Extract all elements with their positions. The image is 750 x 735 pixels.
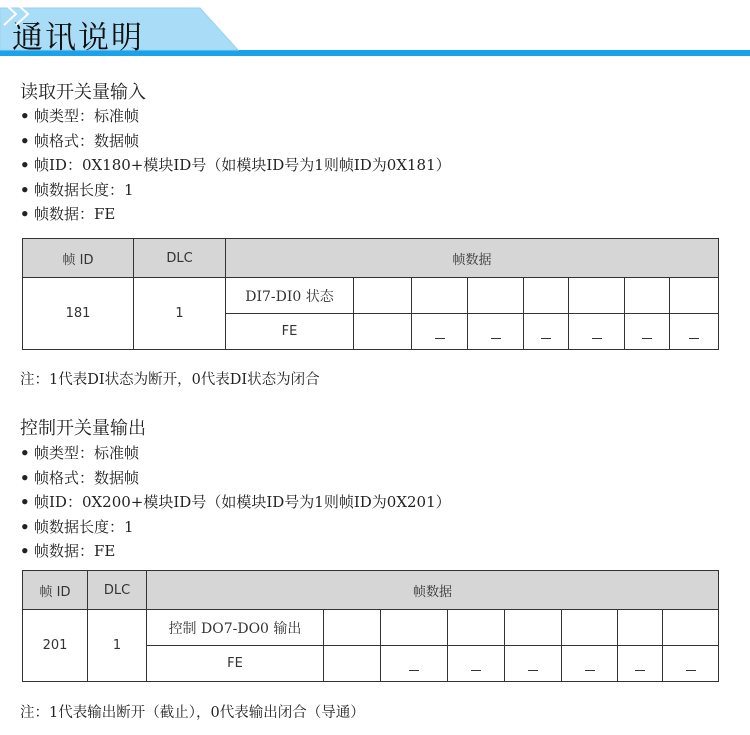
bit-cell [354,314,412,350]
bit-cell [524,314,569,350]
header-cell-frame-data: 帧数据 [147,571,719,610]
dash-mark [635,670,645,671]
bit-cell [381,610,448,646]
section-banner [0,0,750,64]
table-row [23,278,719,314]
table-header-row [23,571,719,610]
table-row [23,610,719,646]
bit-cell [625,314,670,350]
dash-mark [686,670,696,671]
note-read-inputs: 注：1代表DI状态为断开，0代表DI状态为闭合 [20,372,320,388]
list-item: • 帧数据：FE [20,542,116,560]
frame-table-control-outputs [22,570,719,682]
table-header-row [23,239,719,278]
header-cell-dlc: DLC [134,239,226,278]
dash-mark [435,338,445,339]
bit-cell [412,314,468,350]
dash-mark [585,670,595,671]
header-cell-dlc: DLC [88,571,147,610]
dash-mark [471,670,481,671]
dash-mark [642,338,652,339]
bit-cell [663,646,719,682]
bit-cell [625,278,670,314]
cell-status-label: DI7-DI0 状态 [226,278,354,314]
bit-cell [381,646,448,682]
banner-title: 通讯说明 [12,20,144,56]
dash-mark [528,670,538,671]
dash-mark [409,670,419,671]
bullet-text: 帧数据长度：1 [34,517,134,536]
list-item: • 帧格式：数据帧 [20,131,140,150]
dash-mark [689,338,699,339]
bit-cell [468,278,524,314]
list-item: • 帧数据：FE [20,205,116,223]
list-item: • 帧ID：0X200+模块ID号（如模块ID号为1则帧ID为0X201） [20,493,451,511]
dash-mark [541,338,551,339]
cell-frame-id: 181 [23,278,134,350]
double-chevron-right-icon [0,0,40,28]
bit-cell [562,610,618,646]
bit-cell [505,610,562,646]
bit-cell [448,610,505,646]
bullet-list-read-inputs [20,104,451,227]
bit-cell [468,314,524,350]
bullet-text: 帧类型：标准帧 [34,107,140,125]
bit-cell [618,646,663,682]
frame-table-read-inputs [22,238,719,350]
bit-cell [670,278,719,314]
bit-cell [618,610,663,646]
bit-cell [663,610,719,646]
bullet-text: 帧数据：FE [34,205,116,223]
bit-cell [448,646,505,682]
cell-frame-id: 201 [23,610,88,682]
bullet-text: 帧格式：数据帧 [34,131,140,150]
section-title-read-inputs: 读取开关量输入 [20,82,146,103]
bit-cell [354,278,412,314]
bullet-text: 帧数据：FE [34,542,116,560]
bullet-text: 帧格式：数据帧 [34,468,140,487]
bit-cell [562,646,618,682]
note-control-outputs: 注：1代表输出断开（截止），0代表输出闭合（导通） [20,705,365,721]
bit-cell [670,314,719,350]
bit-cell [569,278,625,314]
dash-mark [592,338,602,339]
dash-mark [491,338,501,339]
cell-data-value: FE [147,646,324,682]
cell-data-value: FE [226,314,354,350]
bit-cell [324,610,381,646]
bullet-text: 帧数据长度：1 [34,180,134,199]
list-item: • 帧ID：0X180+模块ID号（如模块ID号为1则帧ID为0X181） [20,156,451,174]
bit-cell [412,278,468,314]
cell-dlc: 1 [88,610,147,682]
list-item: • 帧数据长度：1 [20,517,134,536]
cell-control-label: 控制 DO7-DO0 输出 [147,610,324,646]
bit-cell [569,314,625,350]
bit-cell [505,646,562,682]
header-cell-frame-id: 帧 ID [23,239,134,278]
section-title-control-outputs: 控制开关量输出 [20,418,146,439]
list-item: • 帧格式：数据帧 [20,468,140,487]
list-item: • 帧数据长度：1 [20,180,134,199]
header-cell-frame-data: 帧数据 [226,239,719,278]
header-cell-frame-id: 帧 ID [23,571,88,610]
cell-dlc: 1 [134,278,226,350]
list-item: • 帧类型：标准帧 [20,107,140,125]
bullet-text: 帧类型：标准帧 [34,444,140,462]
list-item: • 帧类型：标准帧 [20,444,140,462]
bullet-list-control-outputs [20,441,451,564]
bit-cell [324,646,381,682]
bit-cell [524,278,569,314]
bullet-text: 帧ID：0X180+模块ID号（如模块ID号为1则帧ID为0X181） [34,156,451,174]
bullet-text: 帧ID：0X200+模块ID号（如模块ID号为1则帧ID为0X201） [34,493,451,511]
